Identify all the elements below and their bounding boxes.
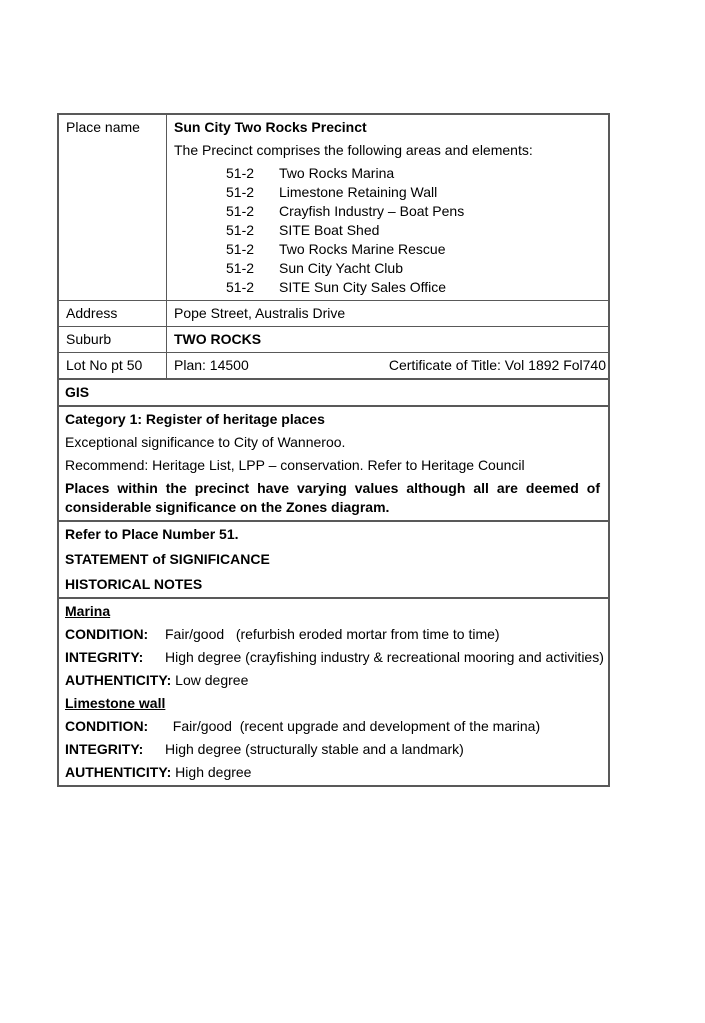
condition-row (65, 717, 600, 736)
lot-label: Lot No pt 50 (59, 353, 167, 378)
element-name: SITE Boat Shed (279, 222, 380, 238)
integrity-label: INTEGRITY: (65, 649, 144, 665)
element-name: Sun City Yacht Club (279, 260, 403, 276)
row-lot (59, 352, 608, 378)
condition-value: Fair/good (refurbish eroded mortar from time to time) (165, 626, 500, 642)
emphasis-text: Places within the precinct have varying values although all are deemed of considerable significance on the Zones diagram. (65, 480, 600, 515)
address-label: Address (59, 301, 167, 326)
element-name: Crayfish Industry – Boat Pens (279, 203, 465, 219)
integrity-row (65, 740, 600, 759)
place-name-content (167, 115, 608, 300)
suburb-label: Suburb (59, 327, 167, 352)
element-name: SITE Sun City Sales Office (279, 279, 447, 295)
assessment-content (59, 599, 608, 785)
authenticity-value: Low degree (171, 672, 249, 688)
limestone-wall-heading: Limestone wall (65, 695, 166, 711)
authenticity-value: High degree (171, 764, 252, 780)
row-gis (59, 378, 608, 405)
place-intro: The Precinct comprises the following areas and elements: (174, 142, 533, 158)
refer-content (59, 522, 608, 597)
refer-place-number: Refer to Place Number 51. (65, 526, 239, 542)
category-content (59, 407, 608, 520)
element-name: Two Rocks Marina (279, 165, 395, 181)
list-item (174, 183, 600, 202)
row-address (59, 300, 608, 326)
element-code: 51-2 (226, 165, 255, 181)
list-item (174, 202, 600, 221)
precinct-element-list (174, 164, 600, 297)
recommend-text: Recommend: Heritage List, LPP – conservation. Refer to Heritage Council (65, 457, 525, 473)
condition-value: Fair/good (recent upgrade and development of the marina) (165, 718, 541, 734)
address-value: Pope Street, Australis Drive (174, 305, 346, 321)
category-heading: Category 1: Register of heritage places (65, 411, 325, 427)
authenticity-label: AUTHENTICITY: (65, 764, 172, 780)
element-name: Limestone Retaining Wall (279, 184, 438, 200)
condition-row (65, 625, 600, 644)
condition-label: CONDITION: (65, 626, 149, 642)
list-item (174, 259, 600, 278)
row-place-name (59, 115, 608, 300)
gis-label: GIS (65, 384, 90, 400)
list-item (174, 164, 600, 183)
integrity-row (65, 648, 604, 667)
element-code: 51-2 (226, 222, 255, 238)
significance-text: Exceptional significance to City of Wanneroo. (65, 434, 346, 450)
row-category (59, 405, 608, 520)
element-code: 51-2 (226, 279, 255, 295)
integrity-value: High degree (crayfishing industry & recreational mooring and activities) (165, 649, 604, 665)
element-name: Two Rocks Marine Rescue (279, 241, 446, 257)
element-code: 51-2 (226, 260, 255, 276)
row-assessment (59, 597, 608, 785)
authenticity-row (65, 763, 600, 782)
integrity-value: High degree (structurally stable and a landmark) (165, 741, 464, 757)
element-code: 51-2 (226, 241, 255, 257)
heritage-record-table (57, 113, 610, 787)
row-suburb (59, 326, 608, 352)
statement-of-significance-heading: STATEMENT of SIGNIFICANCE (65, 551, 270, 567)
row-refer (59, 520, 608, 597)
authenticity-row (65, 671, 600, 690)
element-code: 51-2 (226, 184, 255, 200)
suburb-value: TWO ROCKS (174, 331, 262, 347)
plan-value: Plan: 14500 (174, 357, 249, 373)
place-title: Sun City Two Rocks Precinct (174, 119, 367, 135)
list-item (174, 278, 600, 297)
condition-label: CONDITION: (65, 718, 149, 734)
element-code: 51-2 (226, 203, 255, 219)
marina-heading: Marina (65, 603, 111, 619)
lot-content (167, 353, 608, 378)
list-item (174, 221, 600, 240)
historical-notes-heading: HISTORICAL NOTES (65, 576, 203, 592)
authenticity-label: AUTHENTICITY: (65, 672, 172, 688)
integrity-label: INTEGRITY: (65, 741, 144, 757)
certificate-of-title-value: Certificate of Title: Vol 1892 Fol740 (388, 357, 606, 373)
place-name-label: Place name (59, 115, 167, 300)
list-item (174, 240, 600, 259)
